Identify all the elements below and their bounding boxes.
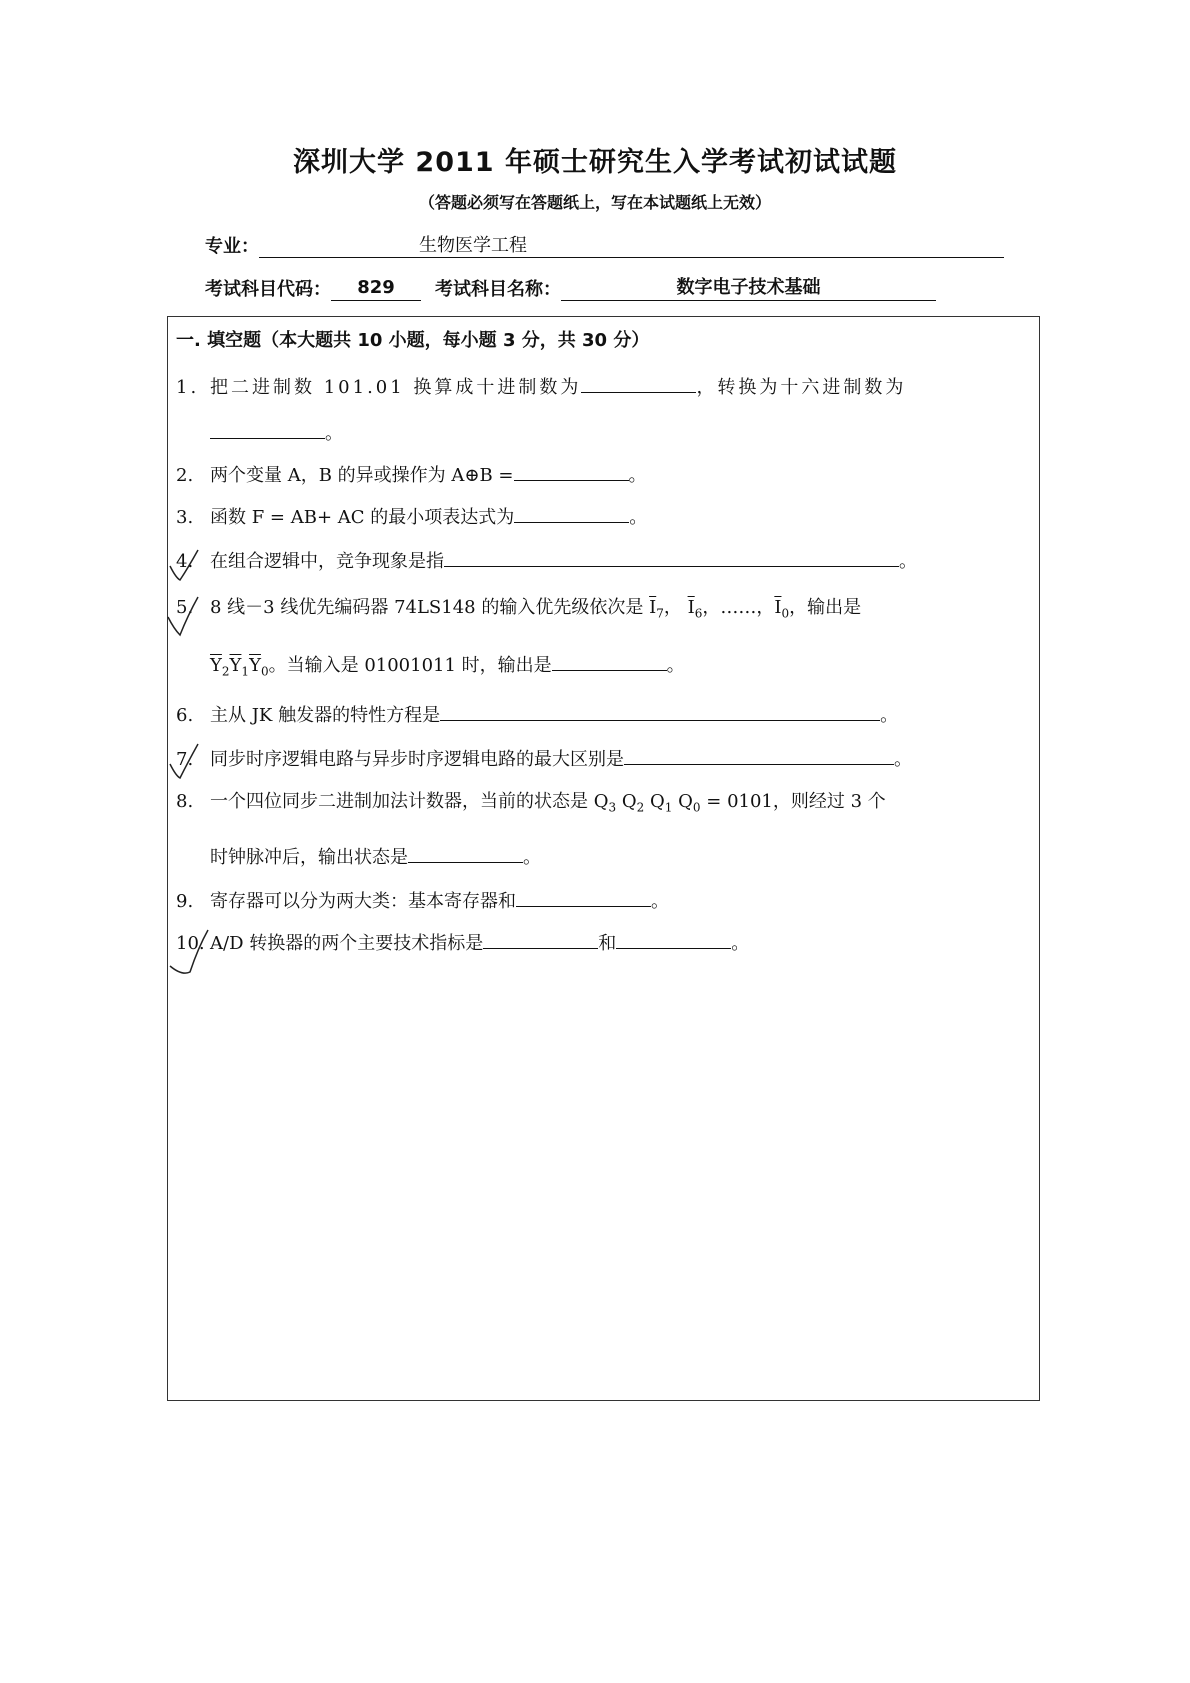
- answer-blank: [624, 744, 894, 765]
- question-8: 8. 一个四位同步二进制加法计数器，当前的状态是 $Q_3$ $Q_2$ $Q_1$ $Q_0 = 0101$，则经过 3 个: [176, 791, 886, 815]
- exam-instruction: （答题必须写在答题纸上，写在本试题纸上无效）: [418, 193, 771, 212]
- question-9: 9. 寄存器可以分为两大类：基本寄存器和 。: [176, 886, 669, 914]
- question-5-cont: $\overline{Y}_2\overline{Y}_1\overline{Y}_0$。当输入是 01001011 时，输出是 。: [210, 650, 685, 684]
- question-10: 10. A/D 转换器的两个主要技术指标是 和 。: [176, 928, 749, 956]
- question-8-cont: 时钟脉冲后，输出状态是 。: [210, 842, 541, 870]
- major-row: [205, 232, 1004, 258]
- major-label: 专业：: [205, 236, 259, 257]
- major-value: 生物医学工程: [259, 234, 1004, 258]
- question-1: 1. 把二进制数 101.01 换算成十进制数为 ，转换为十六进制数为: [176, 372, 906, 400]
- answer-blank: [440, 700, 880, 721]
- answer-blank: [408, 842, 523, 863]
- subject-name-label: 考试科目名称：: [435, 279, 561, 300]
- answer-blank: [514, 502, 629, 523]
- answer-blank: [616, 928, 731, 949]
- answer-blank: [516, 886, 651, 907]
- question-5: 5. 8 线－3 线优先编码器 74LS148 的输入优先级依次是 $\overline{I}_7$， $\overline{I}_6$，……，$\overline{I}_0$，输出是: [176, 597, 862, 621]
- answer-blank: [581, 372, 696, 393]
- subject-row: [205, 275, 936, 301]
- question-1-cont: 。: [210, 418, 343, 446]
- answer-blank: [210, 418, 325, 439]
- question-4: 4. 在组合逻辑中，竞争现象是指 。: [176, 546, 917, 574]
- section-title: 一. 填空题（本大题共 10 小题，每小题 3 分，共 30 分）: [176, 330, 650, 351]
- answer-blank: [444, 546, 899, 567]
- subject-code-label: 考试科目代码：: [205, 279, 331, 300]
- question-6: 6. 主从 JK 触发器的特性方程是 。: [176, 700, 898, 728]
- answer-blank: [552, 650, 667, 671]
- subject-code-value: 829: [331, 276, 421, 301]
- question-2: 2. 两个变量 A，B 的异或操作为 A⊕B = 。: [176, 460, 647, 488]
- question-7: 7. 同步时序逻辑电路与异步时序逻辑电路的最大区别是 。: [176, 744, 912, 772]
- question-3: 3. 函数 F = AB+ AC 的最小项表达式为 。: [176, 502, 647, 530]
- answer-blank: [483, 928, 598, 949]
- subject-name-value: 数字电子技术基础: [561, 276, 936, 301]
- exam-title: 深圳大学 2011 年硕士研究生入学考试初试试题: [293, 147, 897, 178]
- answer-blank: [514, 460, 629, 481]
